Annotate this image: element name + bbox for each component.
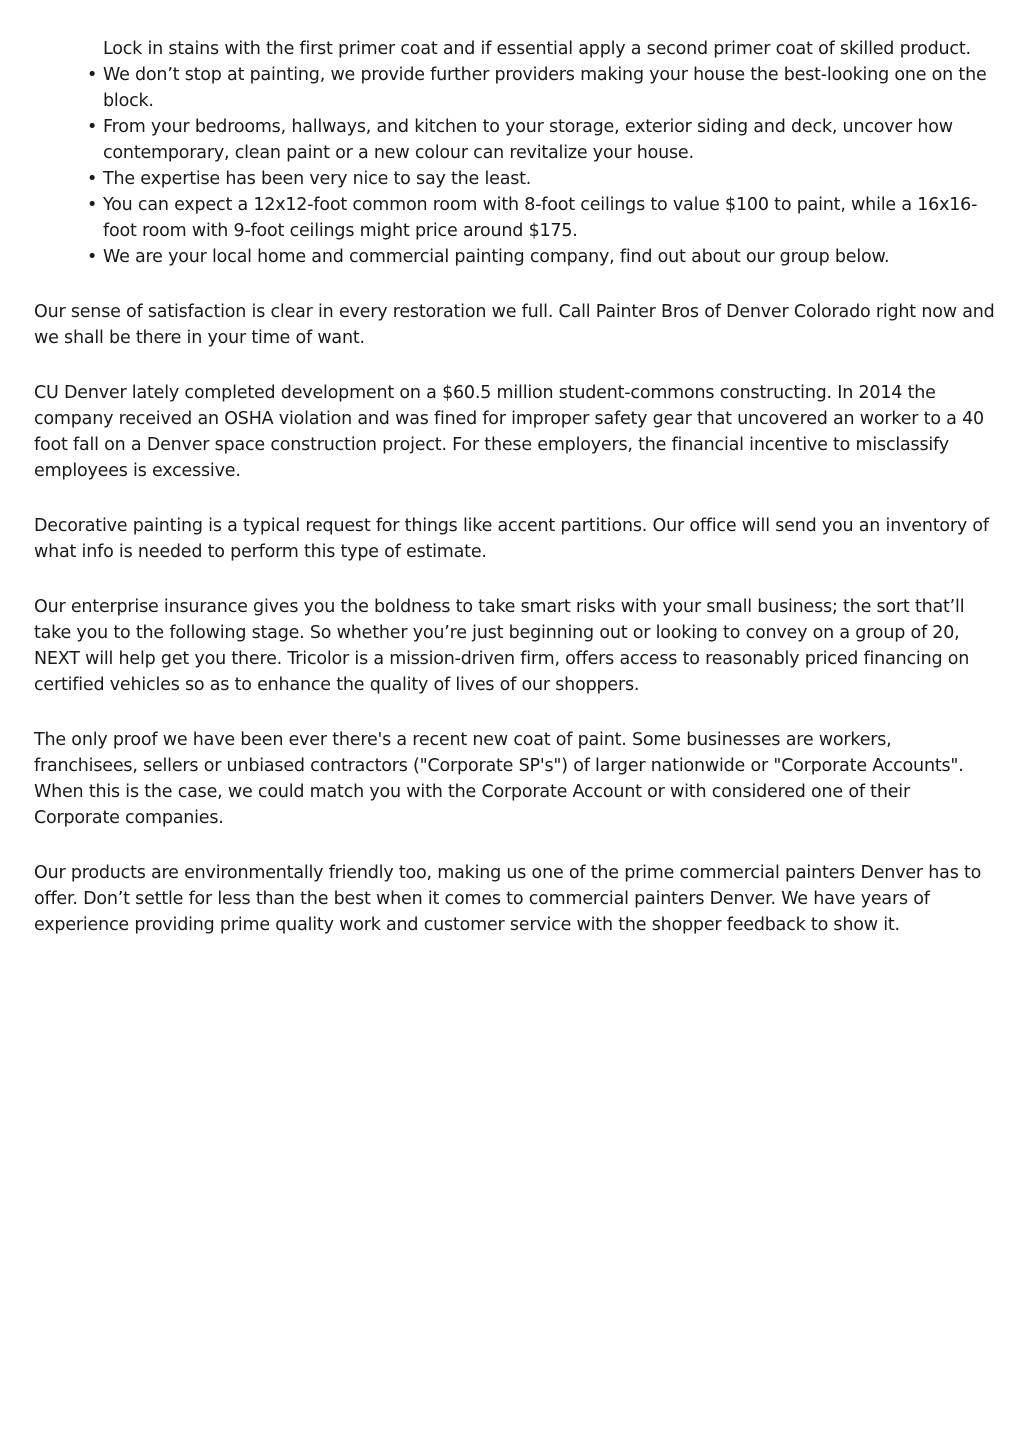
bullet-item: • We don’t stop at painting, we provide further providers making your house the best-looking one on the block. <box>34 62 996 114</box>
continuation-text: Lock in stains with the first primer coat and if essential apply a second primer coat of skilled product. <box>103 39 971 59</box>
bullet-item: • You can expect a 12x12-foot common room with 8-foot ceilings to value $100 to paint, while a 16x16-foot room with 9-foot ceilings might price around $175. <box>34 192 996 244</box>
paragraph: Our enterprise insurance gives you the boldness to take smart risks with your small business; the sort that’ll take you to the following stage. So whether you’re just beginning out or looking to convey on a group of 20, NEXT will help get you there. Tricolor is a mission-driven firm, offers access to reasonably priced financing on certified vehicles so as to enhance the quality of lives of our shoppers. <box>34 597 970 695</box>
paragraph: Decorative painting is a typical request for things like accent partitions. Our office will send you an inventory of what info is needed to perform this type of estimate. <box>34 516 989 562</box>
bullet-item: • The expertise has been very nice to say the least. <box>34 166 996 192</box>
bullet-item: • From your bedrooms, hallways, and kitchen to your storage, exterior siding and deck, uncover how contemporary, clean paint or a new colour can revitalize your house. <box>34 114 996 166</box>
paragraph: Our products are environmentally friendly too, making us one of the prime commercial painters Denver has to offer. Don’t settle for less than the best when it comes to commercial painters Denver. We have years of experience providing prime quality work and customer service with the shopper feedback to show it. <box>34 863 982 935</box>
paragraph: Our sense of satisfaction is clear in every restoration we full. Call Painter Bros of Denver Colorado right now and we shall be there in your time of want. <box>34 302 995 348</box>
document-page <box>34 36 996 938</box>
bullet-list <box>34 62 996 270</box>
paragraph: CU Denver lately completed development on a $60.5 million student-commons constructing. In 2014 the company received an OSHA violation and was fined for improper safety gear that uncovered an worker to a 40 foot fall on a Denver space construction project. For these employers, the financial incentive to misclassify employees is excessive. <box>34 383 984 481</box>
bullet-item: • We are your local home and commercial painting company, find out about our group below. <box>34 244 996 270</box>
paragraph: The only proof we have been ever there's a recent new coat of paint. Some businesses are workers, franchisees, sellers or unbiased contractors ("Corporate SP's") of larger nationwide or "Corporate Accounts". When this is the case, we could match you with the Corporate Account or with considered one of their Corporate companies. <box>34 730 964 828</box>
